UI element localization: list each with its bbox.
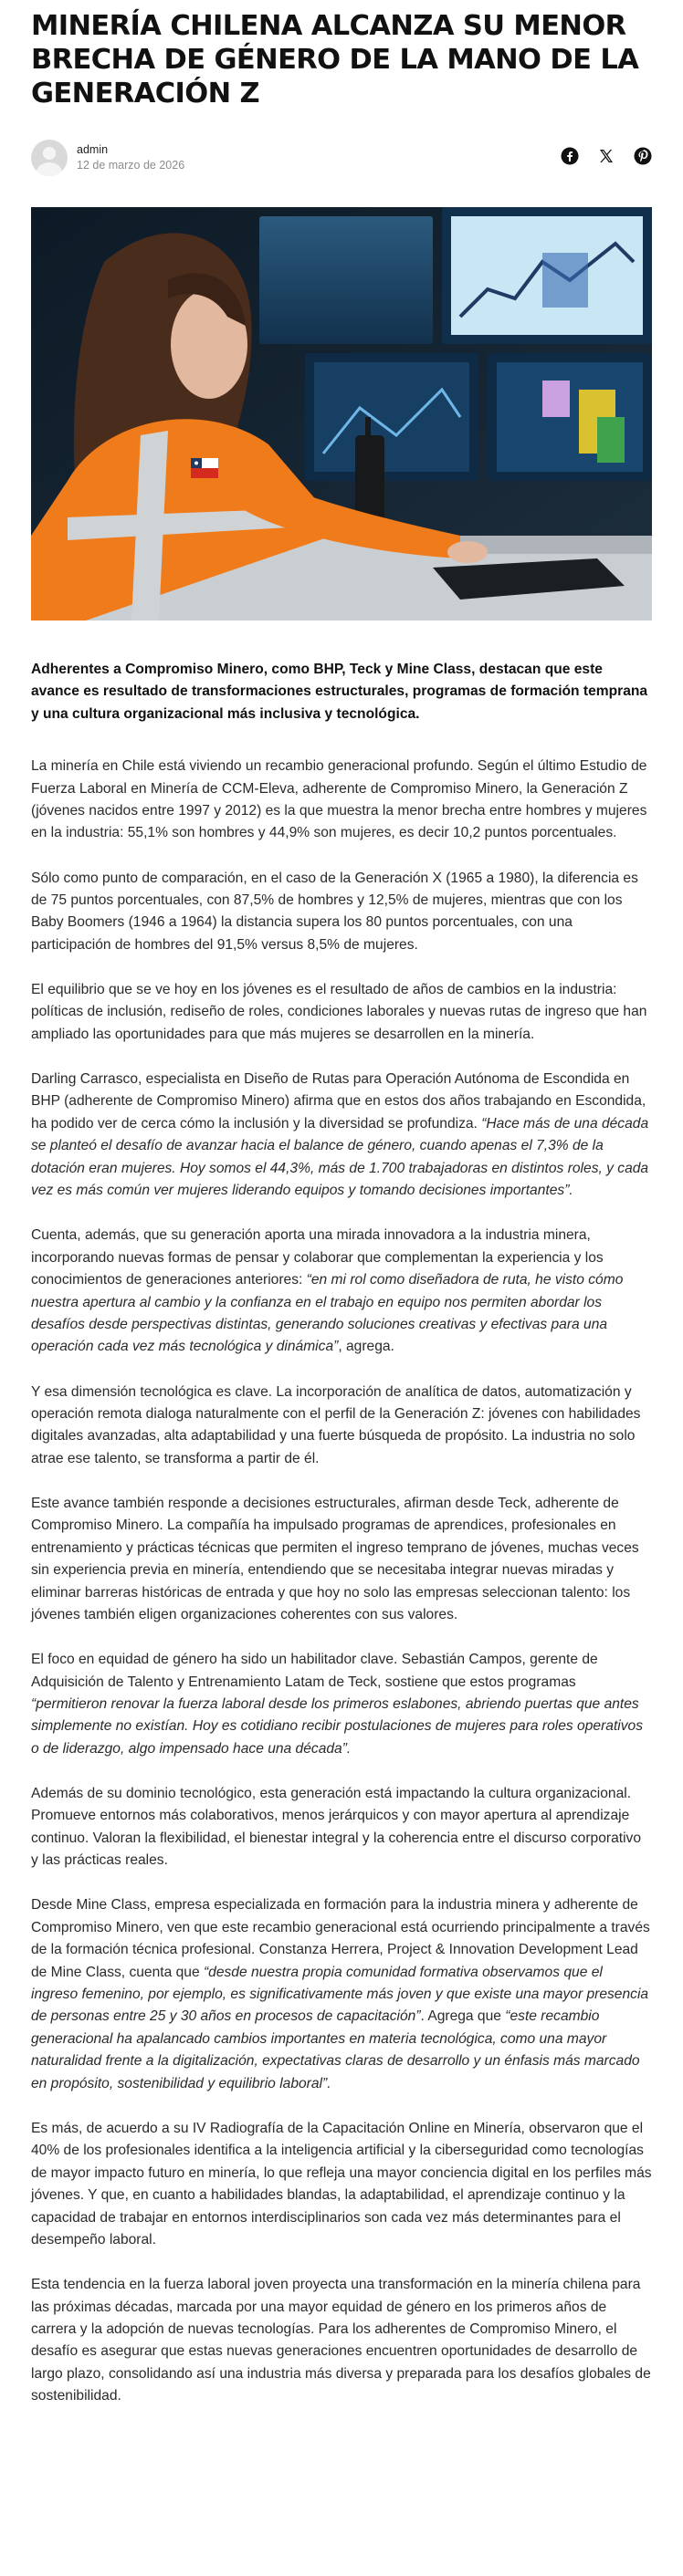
paragraph-text: Sólo como punto de comparación, en el caso de la Generación X (1965 a 1980), la diferencia es de 75 puntos porcentuales, con 87,5% de hombres y 12,5% de mujeres, mientras que con los Baby Boomers (1946 a 1964) la distancia supera los 80 puntos porcentuales, con una participación de hombres del 91,5% versus 8,5% de mujeres. (31, 870, 638, 953)
article-paragraph (31, 1493, 652, 1626)
article-paragraph (31, 2118, 652, 2251)
author-block (77, 142, 184, 173)
paragraph-text: La minería en Chile está viviendo un recambio generacional profundo. Según el último Estudio de Fuerza Laboral en Minería de CCM-Eleva, adherente de Compromiso Minero, la Generación Z (jóvenes nacidos entre 1997 y 2012) es la que muestra la menor brecha entre hombres y mujeres en la industria: 55,1% son hombres y 44,9% son mujeres, es decir 10,2 puntos porcentuales. (31, 758, 647, 841)
paragraph-text: El equilibrio que se ve hoy en los jóvenes es el resultado de años de cambios en la industria: políticas de inclusión, rediseño de roles, condiciones laborales y nuevas rutas de ingreso que han ampliado las oportunidades para que más mujeres se desarrollen en la minería. (31, 982, 647, 1042)
article-paragraph (31, 1894, 652, 2095)
article-paragraph (31, 2274, 652, 2407)
paragraph-text: , agrega. (338, 1339, 394, 1355)
article-paragraph (31, 868, 652, 957)
paragraph-text: Cuenta, además, que su generación aporta una mirada innovadora a la industria minera, incorporando nuevas formas de pensar y colaborar que complementan la experiencia y los conocimientos de generaciones anteriores: (31, 1227, 604, 1288)
share-bar (561, 147, 652, 165)
x-share-icon[interactable] (597, 147, 615, 165)
article-lead (31, 659, 652, 725)
article-body (31, 659, 652, 2430)
facebook-share-icon[interactable] (561, 147, 579, 165)
quote-text: “este recambio generacional ha apalancado cambios importantes en materia tecnológica, como una mayor naturalidad frente a la digitalización, expectativas claras de desarrollo y un énfasis más marcado en propósito, sostenibilidad y equilibrio laboral”. (31, 2008, 640, 2091)
article-paragraph (31, 1225, 652, 1358)
quote-text: “desde nuestra propia comunidad formativa observamos que el ingreso femenino, por ejemplo, es significativamente más joven y que existe una mayor presencia de personas entre 25 y 30 años en procesos de capacitación” (31, 1964, 649, 2025)
paragraph-text: . Agrega que (420, 2008, 506, 2025)
article-paragraph (31, 1382, 652, 1471)
paragraph-text: El foco en equidad de género ha sido un habilitador clave. Sebastián Campos, gerente de Adquisición de Talento y Entrenamiento Latam de Teck, sostiene que estos programas (31, 1652, 598, 1690)
article-meta (31, 139, 652, 177)
hero-photo (31, 207, 652, 621)
paragraph-text: Y esa dimensión tecnológica es clave. La incorporación de analítica de datos, automatización y operación remota dialoga naturalmente con el perfil de la Generación Z: jóvenes con habilidades digitales avanzadas, alta adaptabilidad y una fuerte búsqueda de propósito. La industria no solo atrae ese talento, se transforma a partir de él. (31, 1383, 641, 1466)
article-paragraph (31, 756, 652, 845)
paragraph-text: Darling Carrasco, especialista en Diseño de Rutas para Operación Autónoma de Escondida en BHP (adherente de Compromiso Minero) afirma que en estos dos años trabajando en Escondida, ha podido ver de cerca cómo la inclusión y la diversidad se profundiza. (31, 1071, 646, 1132)
article-title: MINERÍA CHILENA ALCANZA SU MENOR BRECHA DE GÉNERO DE LA MANO DE LA GENERACIÓN Z (31, 10, 639, 110)
hero-image (31, 207, 652, 621)
paragraph-text: Además de su dominio tecnológico, esta generación está impactando la cultura organizacional. Promueve entornos más colaborativos, menos jerárquicos y con mayor apertura al aprendizaje continuo. Valoran la flexibilidad, el bienestar integral y la coherencia entre el discurso corporativo y las prácticas reales. (31, 1786, 642, 1869)
article-paragraph (31, 1649, 652, 1760)
paragraph-text: Esta tendencia en la fuerza laboral joven proyecta una transformación en la minería chilena para las próximas décadas, marcada por una mayor equidad de género en los primeros años de carrera y la adopción de nuevas tecnologías. Para los adherentes de Compromiso Minero, el desafío es asegurar que estas nuevas generaciones encuentren oportunidades de desarrollo de largo plazo, consolidando así una industria más diversa y preparada para los desafíos globales de sostenibilidad. (31, 2277, 651, 2404)
author-avatar[interactable] (31, 140, 68, 176)
paragraph-text: Desde Mine Class, empresa especializada en formación para la industria minera y adherente de Compromiso Minero, ven que este recambio generacional está ocurriendo principalmente a través de la formación técnica profesional. Constanza Herrera, Project & Innovation Development Lead de Mine Class, cuenta que (31, 1897, 650, 1980)
article-paragraph (31, 1069, 652, 1202)
quote-text: “Hace más de una década se planteó el desafío de avanzar hacia el balance de género, cuando apenas el 7,3% de la dotación eran mujeres. Hoy somos el 44,3%, más de 1.700 trabajadoras en distintos roles, y cada vez es más común ver mujeres liderando equipos y tomando decisiones importantes”. (31, 1115, 649, 1199)
paragraph-text: Es más, de acuerdo a su IV Radiografía de la Capacitación Online en Minería, observaron que el 40% de los profesionales identifica a la inteligencia artificial y la ciberseguridad como tecnologías de mayor impacto futuro en minería, lo que refleja una mayor conciencia digital en los perfiles más jóvenes. Y que, en cuanto a habilidades blandas, la adaptabilidad, el aprendizaje continuo y la capacidad de trabajar en entornos interdisciplinarios son cada vez más determinantes para el desempeño laboral. (31, 2120, 652, 2247)
article-paragraph (31, 979, 652, 1046)
quote-text: “en mi rol como diseñadora de ruta, he visto cómo nuestra apertura al cambio y la confianza en el trabajo en equipo nos permiten abordar los desafíos desde perspectivas distintas, generando soluciones creativas y efectivas para una operación cada vez más tecnológica y dinámica” (31, 1272, 624, 1355)
paragraph-text: Adherentes a Compromiso Minero, como BHP, Teck y Mine Class, destacan que este avance es resultado de transformaciones estructurales, programas de formación temprana y una cultura organizacional más inclusiva y tecnológica. (31, 662, 648, 722)
pinterest-share-icon[interactable] (634, 147, 652, 165)
paragraph-text: Este avance también responde a decisiones estructurales, afirman desde Teck, adherente de Compromiso Minero. La compañía ha impulsado programas de aprendices, profesionales en entrenamiento y prácticas técnicas que permiten el ingreso temprano de jóvenes, muchas veces sin experiencia previa en minería, entendiendo que se necesitaba integrar nuevas miradas y eliminar barreras históricas de entrada y que hoy no solo las empresas seleccionan talento: los jóvenes también eligen organizaciones coherentes con sus valores. (31, 1495, 639, 1622)
quote-text: “permitieron renovar la fuerza laboral desde los primeros eslabones, abriendo puertas que antes simplemente no existían. Hoy es cotidiano recibir postulaciones de mujeres para roles operativos o de liderazgo, algo impensado hace una década”. (31, 1696, 644, 1757)
author-name[interactable]: admin (77, 143, 109, 156)
publish-date: 12 de marzo de 2026 (77, 159, 185, 172)
article-paragraph (31, 1783, 652, 1872)
